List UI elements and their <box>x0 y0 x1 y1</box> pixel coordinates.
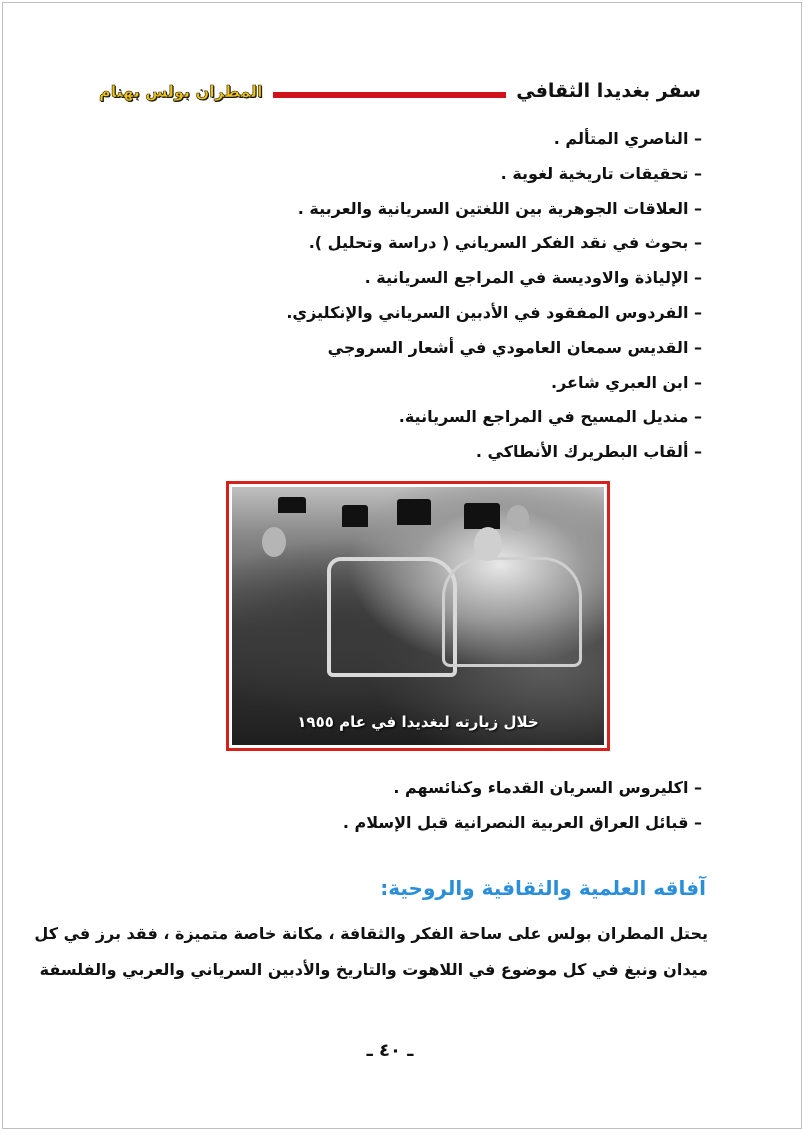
face-shape <box>507 505 529 531</box>
list-item: – منديل المسيح في المراجع السريانية. <box>398 407 702 427</box>
page-number: ـ ٤٠ ـ <box>366 1040 414 1061</box>
list-item: – الفردوس المفقود في الأدبين السرياني والإنكليزي. <box>286 302 702 322</box>
list-item: – ابن العبري شاعر. <box>551 372 702 392</box>
works-list-bottom <box>242 771 702 841</box>
list-item: – الناصري المتألم . <box>553 129 702 148</box>
section-paragraph <box>34 916 708 988</box>
list-item: – اكليروس السريان القدماء وكنائسهم . <box>393 778 702 797</box>
clergy-hat-shape <box>278 497 306 513</box>
section-heading: آفاقه العلمية والثقافية والروحية: <box>380 876 706 900</box>
clergy-hat-shape <box>342 505 368 527</box>
list-item: – تحقيقات تاريخية لغوية . <box>500 163 702 183</box>
paragraph-line: يحتل المطران بولس على ساحة الفكر والثقافة ، مكانة خاصة متميزة ، فقد برز في كل <box>34 924 708 943</box>
face-shape <box>262 527 286 557</box>
page-header <box>95 80 707 106</box>
car-window-shape <box>442 557 582 667</box>
book-title: سفر بغديدا الثقافي <box>506 78 707 104</box>
list-item: – العلاقات الجوهرية بين اللغتين السريانية والعربية . <box>297 198 702 218</box>
photo-matte <box>229 484 607 748</box>
list-item: – ألقاب البطريرك الأنطاكي . <box>475 442 702 462</box>
photo-caption: خلال زيارته لبغديدا في عام ١٩٥٥ <box>297 713 539 731</box>
car-door-shape <box>327 557 457 677</box>
works-list-top <box>242 122 702 470</box>
clergy-hat-shape <box>397 499 431 525</box>
clergy-hat-shape <box>464 503 500 529</box>
list-item: – قبائل العراق العربية النصرانية قبل الإسلام . <box>342 812 702 832</box>
list-item: – بحوث في نقد الفكر السرياني ( دراسة وتحليل ). <box>308 233 702 253</box>
face-shape <box>474 527 502 561</box>
chapter-title: المطران بولس بهنام <box>95 80 273 104</box>
list-item: – الإلياذة والاوديسة في المراجع السريانية . <box>364 268 702 288</box>
paragraph-line: ميدان ونبغ في كل موضوع في اللاهوت والتاريخ والأدبين السرياني والعربي والفلسفة <box>39 960 708 979</box>
list-item: – القديس سمعان العامودي في أشعار السروجي <box>327 337 702 357</box>
historical-photo <box>232 487 604 745</box>
photo-frame <box>226 481 610 751</box>
